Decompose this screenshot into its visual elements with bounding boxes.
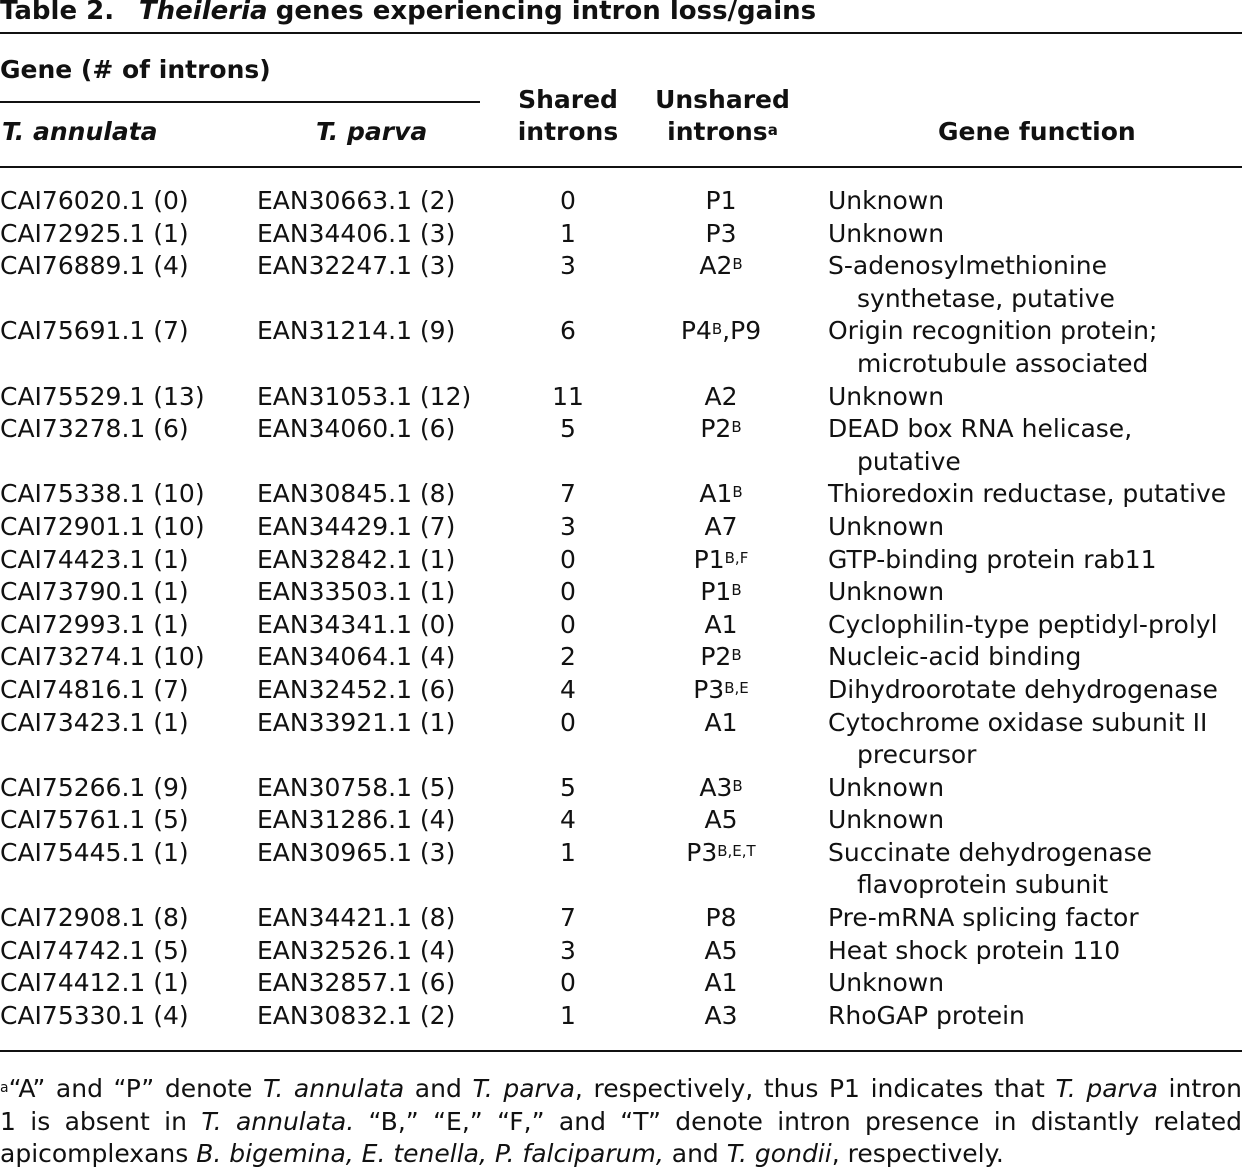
unshared-intron-id: A3	[704, 1000, 738, 1030]
footnote-species: B. bigemina, E. tenella, P. falciparum,	[196, 1139, 664, 1168]
cell-gene-function	[828, 772, 1242, 805]
table-row	[0, 185, 1242, 218]
top-rule	[0, 32, 1242, 34]
cell-t-annulata: CAI73278.1 (6)	[0, 414, 189, 444]
header-rule	[0, 166, 1242, 168]
cell-t-annulata: CAI73274.1 (10)	[0, 642, 205, 672]
table-body	[0, 185, 1242, 1032]
cell-unshared-introns	[656, 1000, 786, 1033]
unshared-intron-id: A1	[704, 609, 738, 639]
cell-shared-introns: 11	[552, 381, 584, 411]
cell-shared-introns: 0	[560, 544, 576, 574]
table-row	[0, 935, 1242, 968]
unshared-intron-id: P4	[680, 316, 712, 346]
footnote-species: T. parva	[1055, 1074, 1158, 1103]
cell-gene-function	[828, 218, 1242, 251]
cell-shared-introns: 3	[560, 251, 576, 281]
table-label: Table 2.	[0, 0, 115, 26]
cell-t-parva: EAN30845.1 (8)	[257, 479, 456, 509]
gene-function-line1: Origin recognition protein;	[828, 316, 1158, 346]
cell-gene-function	[828, 381, 1242, 414]
cell-gene-function	[828, 576, 1242, 609]
header-t-parva: T. parva	[316, 117, 428, 146]
gene-function-line1: Pre-mRNA splicing factor	[828, 903, 1139, 933]
cell-t-annulata: CAI74423.1 (1)	[0, 544, 189, 574]
cell-t-parva: EAN32452.1 (6)	[257, 674, 456, 704]
table-row	[0, 576, 1242, 609]
footnote-species: T. gondii	[726, 1139, 832, 1168]
cell-t-parva: EAN33503.1 (1)	[257, 577, 456, 607]
cell-unshared-introns	[656, 478, 786, 511]
cell-gene-function	[828, 967, 1242, 1000]
cell-t-annulata: CAI76889.1 (4)	[0, 251, 189, 281]
table-row	[0, 544, 1242, 577]
table-row	[0, 837, 1242, 902]
cell-shared-introns: 3	[560, 935, 576, 965]
gene-function-line2: flavoprotein subunit	[857, 870, 1109, 900]
gene-function-line2: synthetase, putative	[857, 283, 1115, 313]
table-row	[0, 902, 1242, 935]
gene-function-line1: Unknown	[828, 218, 945, 248]
gene-function-line1: Unknown	[828, 186, 945, 215]
gene-function-line1: Dihydroorotate dehydrogenase	[828, 674, 1218, 704]
unshared-intron-id: A5	[704, 935, 738, 965]
cell-t-parva: EAN32526.1 (4)	[257, 935, 456, 965]
unshared-intron-id: A1	[704, 707, 738, 737]
cell-t-annulata: CAI75445.1 (1)	[0, 837, 189, 867]
table-row	[0, 772, 1242, 805]
cell-t-parva: EAN30663.1 (2)	[257, 186, 456, 215]
cell-t-annulata: CAI75761.1 (5)	[0, 805, 189, 835]
gene-function-line1: Heat shock protein 110	[828, 935, 1121, 965]
unshared-intron-id: A1	[699, 479, 733, 509]
table-title-genus: Theileria	[138, 0, 268, 26]
cell-gene-function	[828, 935, 1242, 968]
table-row	[0, 478, 1242, 511]
cell-gene-function	[828, 674, 1242, 707]
cell-shared-introns: 1	[560, 837, 576, 867]
cell-t-parva: EAN34064.1 (4)	[257, 642, 456, 672]
cell-t-annulata: CAI75338.1 (10)	[0, 479, 205, 509]
cell-unshared-introns	[656, 413, 786, 446]
gene-function-line1: Unknown	[828, 381, 945, 411]
table-row	[0, 641, 1242, 674]
table-row	[0, 674, 1242, 707]
cell-t-parva: EAN30832.1 (2)	[257, 1000, 456, 1030]
gene-group-rule	[0, 101, 480, 103]
header-shared-line2: introns	[517, 117, 619, 146]
cell-t-parva: EAN32247.1 (3)	[257, 251, 456, 281]
cell-t-annulata: CAI75529.1 (13)	[0, 381, 205, 411]
footnote-text: “A” and “P” denote	[8, 1074, 264, 1103]
cell-gene-function	[828, 902, 1242, 935]
cell-shared-introns: 0	[560, 609, 576, 639]
footnote-species: T. annulata.	[201, 1106, 355, 1136]
cell-shared-introns: 1	[560, 218, 576, 248]
cell-unshared-introns	[656, 641, 786, 674]
cell-shared-introns: 1	[560, 1000, 576, 1030]
cell-gene-function	[828, 609, 1242, 642]
intron-presence-superscript: B	[731, 646, 742, 665]
footnote-text: 1 is absent in	[0, 1106, 202, 1136]
table-row	[0, 218, 1242, 251]
cell-gene-function	[828, 511, 1242, 544]
cell-t-parva: EAN32842.1 (1)	[257, 544, 456, 574]
unshared-intron-id: P1	[700, 577, 732, 607]
unshared-intron-extra: ,P9	[722, 316, 762, 346]
gene-function-line1: Unknown	[828, 805, 945, 835]
footnote-line-3	[0, 1138, 1242, 1171]
intron-presence-superscript: B	[731, 581, 742, 600]
gene-function-line1: Unknown	[828, 577, 945, 607]
cell-shared-introns: 5	[560, 414, 576, 444]
intron-presence-superscript: B	[732, 776, 743, 795]
cell-t-annulata: CAI75330.1 (4)	[0, 1000, 189, 1030]
table-row	[0, 511, 1242, 544]
unshared-intron-id: P1	[693, 544, 725, 574]
cell-gene-function	[828, 413, 1242, 478]
cell-gene-function	[828, 250, 1242, 315]
cell-unshared-introns	[656, 185, 786, 218]
footnote-text: and	[404, 1074, 473, 1103]
cell-unshared-introns	[656, 250, 786, 283]
header-unshared-line2: introns	[667, 117, 768, 146]
footnote-text: , respectively, thus P1 indicates that	[574, 1074, 1056, 1103]
cell-unshared-introns	[656, 772, 786, 805]
cell-unshared-introns	[656, 837, 786, 870]
footnote-species: T. parva	[472, 1074, 575, 1103]
intron-presence-superscript: B,E	[724, 678, 749, 697]
cell-t-parva: EAN34406.1 (3)	[257, 218, 456, 248]
unshared-intron-id: P3	[705, 218, 737, 248]
cell-t-parva: EAN31053.1 (12)	[257, 381, 472, 411]
unshared-intron-id: P8	[705, 903, 737, 933]
gene-function-line2: precursor	[857, 740, 977, 770]
footnote-text: , respectively.	[831, 1139, 1004, 1168]
bottom-rule	[0, 1050, 1242, 1052]
cell-shared-introns: 2	[560, 642, 576, 672]
cell-shared-introns: 0	[560, 577, 576, 607]
cell-unshared-introns	[656, 609, 786, 642]
cell-gene-function	[828, 544, 1242, 577]
header-shared-introns	[508, 84, 628, 148]
intron-presence-superscript: B,F	[724, 548, 749, 567]
cell-unshared-introns	[656, 511, 786, 544]
gene-function-line1: Nucleic-acid binding	[828, 642, 1082, 672]
cell-t-annulata: CAI72908.1 (8)	[0, 903, 189, 933]
cell-gene-function	[828, 804, 1242, 837]
unshared-intron-id: P1	[705, 186, 737, 215]
cell-t-annulata: CAI73423.1 (1)	[0, 707, 189, 737]
cell-t-annulata: CAI75691.1 (7)	[0, 316, 189, 346]
unshared-intron-id: P2	[700, 642, 732, 672]
intron-presence-superscript: B,E,T	[717, 841, 756, 860]
table-row	[0, 315, 1242, 380]
gene-function-line1: Thioredoxin reductase, putative	[828, 479, 1227, 509]
header-t-annulata: T. annulata	[2, 117, 158, 146]
unshared-intron-id: P3	[686, 837, 718, 867]
gene-function-line1: Unknown	[828, 511, 945, 541]
cell-t-annulata: CAI72901.1 (10)	[0, 511, 205, 541]
cell-t-parva: EAN31286.1 (4)	[257, 805, 456, 835]
cell-t-parva: EAN30965.1 (3)	[257, 837, 456, 867]
cell-t-parva: EAN34341.1 (0)	[257, 609, 456, 639]
header-unshared-line1: Unshared	[655, 85, 790, 114]
footnote-text: intron	[1157, 1074, 1242, 1103]
cell-gene-function	[828, 707, 1242, 772]
cell-shared-introns: 0	[560, 707, 576, 737]
cell-t-annulata: CAI76020.1 (0)	[0, 186, 189, 215]
cell-gene-function	[828, 837, 1242, 902]
footnote-line-1	[0, 1073, 1242, 1106]
gene-function-line1: Succinate dehydrogenase	[828, 837, 1153, 867]
intron-presence-superscript: B	[732, 483, 743, 502]
unshared-intron-id: P3	[693, 674, 725, 704]
header-unshared-line2-wrap	[650, 116, 795, 148]
cell-shared-introns: 3	[560, 511, 576, 541]
table-row	[0, 967, 1242, 1000]
header-gene-function: Gene function	[938, 117, 1136, 146]
gene-function-line1: Cyclophilin-type peptidyl-prolyl	[828, 609, 1218, 639]
cell-shared-introns: 0	[560, 186, 576, 215]
cell-unshared-introns	[656, 707, 786, 740]
cell-t-annulata: CAI72993.1 (1)	[0, 609, 189, 639]
header-unshared-introns	[650, 84, 795, 148]
cell-shared-introns: 7	[560, 903, 576, 933]
cell-unshared-introns	[656, 902, 786, 935]
footnote-line-2	[0, 1106, 1242, 1139]
unshared-intron-id: A5	[704, 805, 738, 835]
footnote-text: and	[663, 1139, 727, 1168]
cell-unshared-introns	[656, 315, 786, 348]
cell-shared-introns: 7	[560, 479, 576, 509]
cell-unshared-introns	[656, 804, 786, 837]
cell-t-parva: EAN32857.1 (6)	[257, 968, 456, 998]
gene-function-line1: Unknown	[828, 772, 945, 802]
unshared-intron-id: A7	[704, 511, 738, 541]
intron-presence-superscript: B	[711, 320, 723, 339]
gene-function-line1: Unknown	[828, 968, 945, 998]
table-row	[0, 804, 1242, 837]
gene-function-line1: S-adenosylmethionine	[828, 251, 1108, 281]
cell-t-parva: EAN34060.1 (6)	[257, 414, 456, 444]
cell-shared-introns: 4	[560, 805, 576, 835]
table-row	[0, 250, 1242, 315]
header-shared-line1: Shared	[518, 85, 618, 114]
cell-t-annulata: CAI74412.1 (1)	[0, 968, 189, 998]
intron-presence-superscript: B	[732, 255, 743, 274]
unshared-intron-id: P2	[700, 414, 732, 444]
gene-function-line1: RhoGAP protein	[828, 1000, 1025, 1030]
cell-gene-function	[828, 315, 1242, 380]
cell-t-parva: EAN34429.1 (7)	[257, 511, 456, 541]
footnote-text: “B,” “E,” “F,” and “T” denote intron presence in distantly related	[354, 1106, 1242, 1136]
cell-unshared-introns	[656, 218, 786, 251]
cell-unshared-introns	[656, 967, 786, 1000]
cell-t-parva: EAN33921.1 (1)	[257, 707, 456, 737]
cell-unshared-introns	[656, 544, 786, 577]
gene-function-line1: Cytochrome oxidase subunit II	[828, 707, 1208, 737]
cell-unshared-introns	[656, 935, 786, 968]
cell-shared-introns: 5	[560, 772, 576, 802]
cell-t-parva: EAN30758.1 (5)	[257, 772, 456, 802]
intron-presence-superscript: B	[731, 418, 742, 437]
table-row	[0, 381, 1242, 414]
table-title: genes experiencing intron loss/gains	[275, 0, 817, 26]
cell-t-parva: EAN34421.1 (8)	[257, 903, 456, 933]
header-unshared-footnote-mark: a	[767, 121, 778, 139]
cell-t-annulata: CAI74742.1 (5)	[0, 935, 189, 965]
footnote-text: apicomplexans	[0, 1139, 197, 1168]
footnote-mark: a	[0, 1080, 9, 1096]
unshared-intron-id: A2	[699, 251, 733, 281]
cell-t-annulata: CAI72925.1 (1)	[0, 218, 189, 248]
cell-unshared-introns	[656, 576, 786, 609]
cell-shared-introns: 6	[560, 316, 576, 346]
cell-gene-function	[828, 641, 1242, 674]
cell-shared-introns: 0	[560, 968, 576, 998]
gene-function-line1: GTP-binding protein rab11	[828, 544, 1157, 574]
cell-t-annulata: CAI74816.1 (7)	[0, 674, 189, 704]
gene-function-line1: DEAD box RNA helicase,	[828, 414, 1133, 444]
gene-function-line2: putative	[857, 446, 961, 476]
table-row	[0, 707, 1242, 772]
table-footnote	[0, 1073, 1242, 1171]
unshared-intron-id: A1	[704, 968, 738, 998]
table-row	[0, 609, 1242, 642]
cell-t-annulata: CAI73790.1 (1)	[0, 577, 189, 607]
cell-unshared-introns	[656, 674, 786, 707]
footnote-species: T. annulata	[263, 1074, 405, 1103]
table-row	[0, 413, 1242, 478]
table-caption	[0, 0, 816, 26]
cell-t-parva: EAN31214.1 (9)	[257, 316, 456, 346]
unshared-intron-id: A2	[704, 381, 738, 411]
table-row	[0, 1000, 1242, 1033]
cell-gene-function	[828, 1000, 1242, 1033]
cell-gene-function	[828, 478, 1242, 511]
gene-function-line2: microtubule associated	[857, 348, 1149, 378]
unshared-intron-id: A3	[699, 772, 733, 802]
cell-t-annulata: CAI75266.1 (9)	[0, 772, 189, 802]
cell-shared-introns: 4	[560, 674, 576, 704]
header-gene-group: Gene (# of introns)	[0, 55, 271, 84]
cell-gene-function	[828, 185, 1242, 218]
cell-unshared-introns	[656, 381, 786, 414]
